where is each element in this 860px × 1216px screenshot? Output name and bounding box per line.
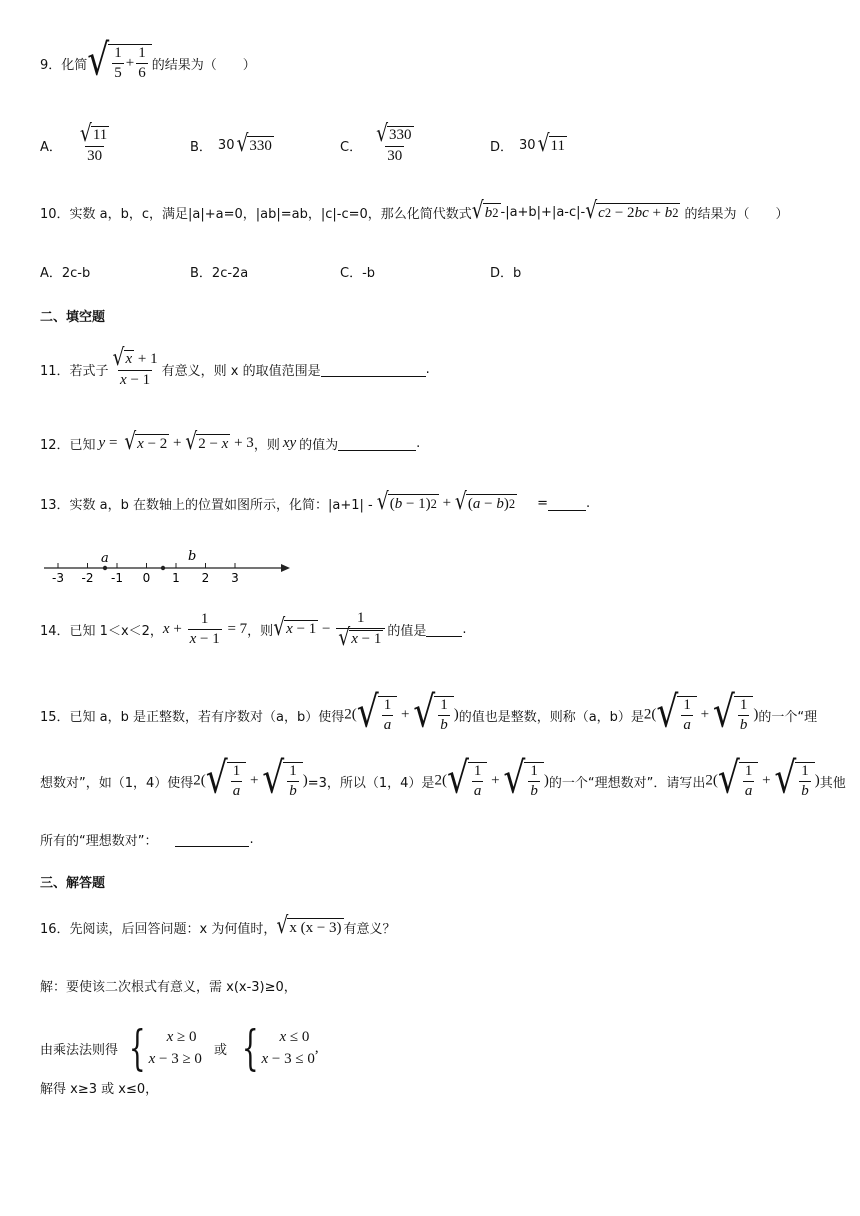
q15-expression: 2( √ $\frac{1}{a}$ + √ $\frac{1}{b}$ ) <box>643 687 759 738</box>
q15-line-2: 想数对”，如（1，4）使得 2( √ $\frac{1}{a}$ + √ $\frac{1}{b}$ ) =3，所以（1，4）是 2( √ $\frac{1}{a}$ + √ $\frac{1}{b}$ ) 的一个“理想数对”．请写出 2( √ $\frac{1}{a}$ + √ $\frac{1}{b}$ ) 其他 <box>40 753 846 804</box>
number-line-tick-label: -2 <box>81 571 94 585</box>
point-b-label: b <box>188 549 197 564</box>
q16-solution-line-3: 解得 x≥3 或 x≤0， <box>40 1082 159 1097</box>
number-line-figure <box>38 544 298 586</box>
section-heading-solve: 三、解答题 <box>40 876 106 891</box>
q9-option-a: A． √ 11 30 <box>40 121 108 164</box>
q9-stem <box>40 35 256 86</box>
q9-sqrt: √ $\frac{1}{5}$ + $\frac{1}{6}$ <box>87 44 151 82</box>
q9-option-c: C． √ 330 30 <box>340 121 412 164</box>
q11-stem: 11．若式子 √ x + 1 x − 1 有意义，则 x 的取值范围是 . <box>40 345 430 388</box>
number-line-tick-label: -1 <box>111 571 123 585</box>
q13-answer-blank[interactable] <box>548 496 586 511</box>
q11-answer-blank[interactable] <box>321 362 426 377</box>
q15-line-3: 所有的“理想数对”： . <box>40 832 254 849</box>
q10-option-c: C．-b <box>340 266 376 281</box>
q9-number: 9．化简 <box>40 57 88 73</box>
q13-stem: 13．实数 a，b 在数轴上的位置如图所示，化简：|a+1| - √ ( b − 1) 2 + √ ( a − b ) 2 = . <box>40 489 591 516</box>
number-line-tick-label: 1 <box>172 571 180 585</box>
q16-solution-line-2: 由乘法法则得 { x ≥ 0 x − 3 ≥ 0 或 { x ≤ 0 x − 3 ≤ 0 , <box>40 1020 319 1076</box>
q16-solution-line-1: 解：要使该二次根式有意义，需 x(x-3)≥0， <box>40 980 297 995</box>
number-line-tick-label: 2 <box>201 571 210 585</box>
q9-option-d: D． 30 √ 11 <box>490 131 565 158</box>
q15-expression: 2( √ $\frac{1}{a}$ + √ $\frac{1}{b}$ ) <box>705 753 820 804</box>
section-heading-fill-in: 二、填空题 <box>40 310 106 325</box>
q10-option-b: B．2c-2a <box>190 266 249 281</box>
q14-stem: 14．已知 1＜x＜2， x + $\frac{1}{x - 1}$ = 7 ，则 √ x − 1 − 1 √ x − 1 的值是 . <box>40 610 467 652</box>
q14-answer-blank[interactable] <box>426 622 462 637</box>
q12-answer-blank[interactable] <box>338 436 416 451</box>
q15-expression: 2( √ $\frac{1}{a}$ + √ $\frac{1}{b}$ ) <box>193 753 308 804</box>
point-a-label: a <box>101 551 109 566</box>
number-line-tick-label: 3 <box>231 571 239 585</box>
q15-expression: 2( √ $\frac{1}{a}$ + √ $\frac{1}{b}$ ) <box>434 753 549 804</box>
q9-tail: 的结果为（ ） <box>151 57 256 73</box>
q9-option-b: B． 30 √ 330 <box>190 131 272 158</box>
number-line-arrow <box>281 564 290 572</box>
q10-option-a: A．2c-b <box>40 266 91 281</box>
q15-expression: 2( √ $\frac{1}{a}$ + √ $\frac{1}{b}$ ) <box>344 687 459 738</box>
q12-stem: 12．已知 y = √ x − 2 + √ 2 − x + 3 ，则 xy 的值为 . <box>40 429 421 456</box>
q10-stem: 10．实数 a，b，c，满足|a|+a=0，|ab|=ab，|c|-c=0，那么化简代数式 √ b 2 -|a+b|+|a-c|- √ c 2 − 2 bc + b 2 的结果为（ ） <box>40 198 789 225</box>
point-b <box>161 566 165 570</box>
point-a <box>103 566 107 570</box>
number-line-tick-label: 0 <box>142 571 151 585</box>
q15-answer-blank[interactable] <box>175 832 249 847</box>
q16-stem: 16．先阅读，后回答问题：x 为何值时， √ x (x − 3) 有意义？ <box>40 913 396 940</box>
q15-line-1: 15．已知 a，b 是正整数，若有序数对（a，b）使得 2( √ $\frac{1}{a}$ + √ $\frac{1}{b}$ ) 的值也是整数，则称（a，b）是 2( √ $\frac{1}{a}$ + √ $\frac{1}{b}$ ) 的一个“理 <box>40 687 818 738</box>
number-line-tick-label: -3 <box>52 571 64 585</box>
q10-option-d: D．b <box>490 266 522 281</box>
